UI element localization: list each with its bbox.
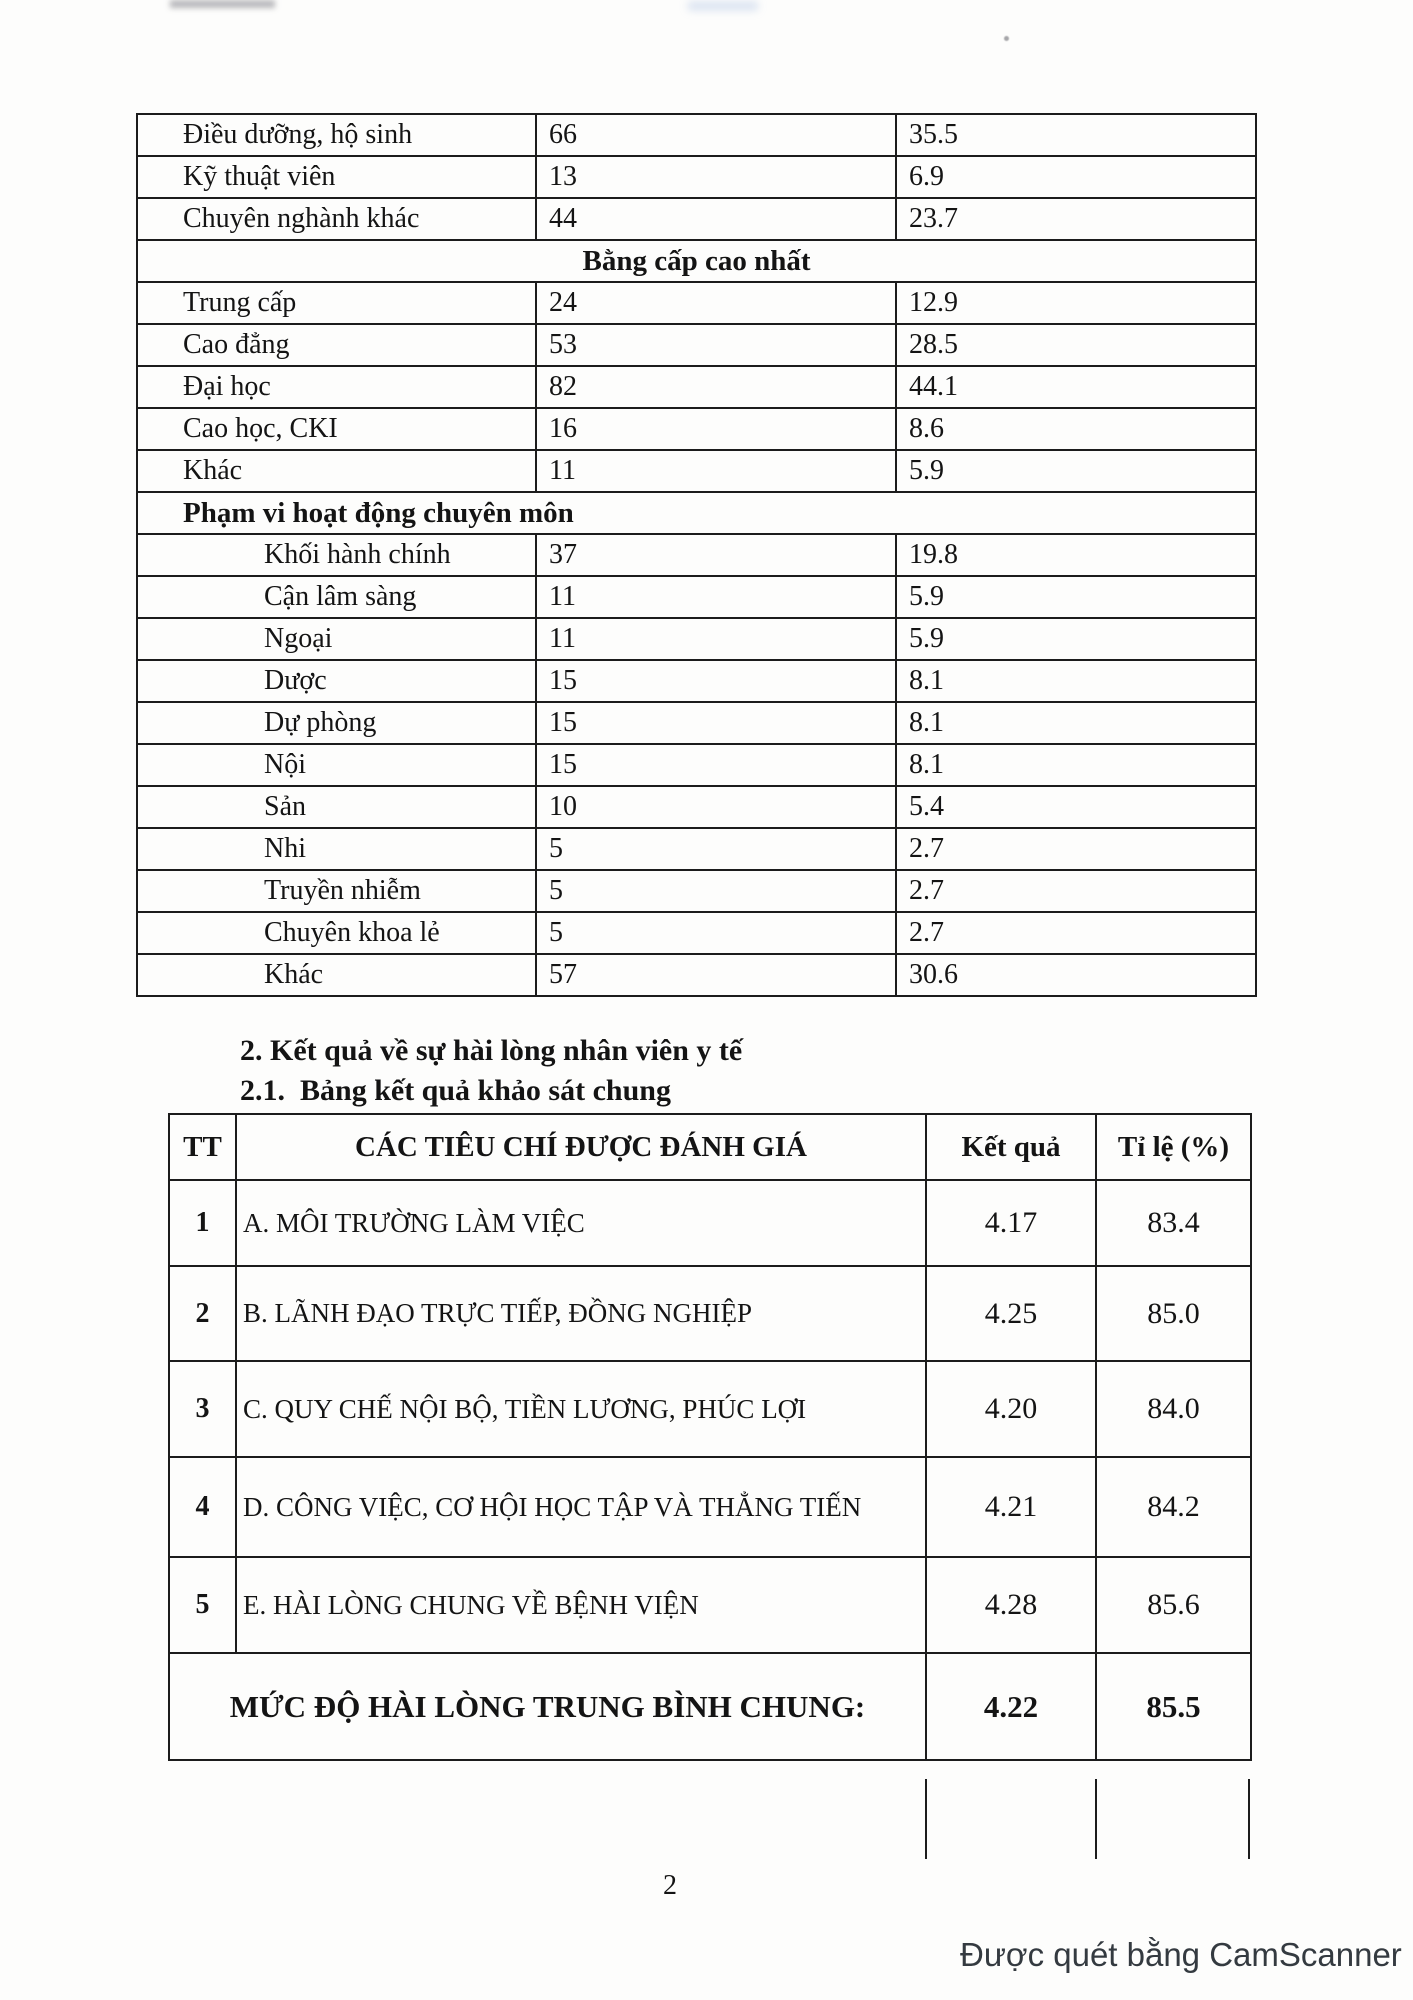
page-number: 2: [663, 1870, 677, 1901]
criteria-cell: B. LÃNH ĐẠO TRỰC TIẾP, ĐỒNG NGHIỆP: [236, 1266, 926, 1361]
count-cell: 11: [536, 618, 896, 660]
table-row: [169, 1361, 1251, 1457]
percent-cell: 19.8: [896, 534, 1256, 576]
row-number: 2: [169, 1266, 236, 1361]
category-cell: Đại học: [137, 366, 536, 408]
percent-cell: 2.7: [896, 870, 1256, 912]
percent-cell: 8.1: [896, 702, 1256, 744]
table-row: [137, 534, 1256, 576]
percent-cell: 35.5: [896, 114, 1256, 156]
category-cell: Nội: [137, 744, 536, 786]
category-cell: Ngoại: [137, 618, 536, 660]
category-cell: Kỹ thuật viên: [137, 156, 536, 198]
percent-cell: 5.9: [896, 450, 1256, 492]
subsection-heading: 2.1. Bảng kết quả khảo sát chung: [240, 1074, 671, 1107]
count-cell: 57: [536, 954, 896, 996]
count-cell: 15: [536, 744, 896, 786]
category-cell: Cao học, CKI: [137, 408, 536, 450]
percent-cell: 12.9: [896, 282, 1256, 324]
scan-line-artifact: [925, 1779, 927, 1859]
satisfaction-results-table: [168, 1113, 1252, 1761]
category-cell: Dược: [137, 660, 536, 702]
section-row: [137, 492, 1256, 534]
table-row: [137, 282, 1256, 324]
row-number: 5: [169, 1557, 236, 1653]
category-cell: Sản: [137, 786, 536, 828]
col-header-result: Kết quả: [926, 1114, 1096, 1180]
row-number: 4: [169, 1457, 236, 1557]
category-cell: Dự phòng: [137, 702, 536, 744]
count-cell: 44: [536, 198, 896, 240]
criteria-cell: C. QUY CHẾ NỘI BỘ, TIỀN LƯƠNG, PHÚC LỢI: [236, 1361, 926, 1457]
header-row: [169, 1114, 1251, 1180]
table-row: [169, 1266, 1251, 1361]
count-cell: 11: [536, 576, 896, 618]
count-cell: 5: [536, 870, 896, 912]
table-row: [137, 408, 1256, 450]
section-headings: [240, 1031, 742, 1111]
total-label: MỨC ĐỘ HÀI LÒNG TRUNG BÌNH CHUNG:: [169, 1653, 926, 1760]
result-cell: 4.21: [926, 1457, 1096, 1557]
count-cell: 15: [536, 660, 896, 702]
table-row: [137, 828, 1256, 870]
percent-cell: 85.0: [1096, 1266, 1251, 1361]
count-cell: 53: [536, 324, 896, 366]
camscanner-watermark: Được quét bằng CamScanner: [960, 1936, 1402, 1973]
table-row: [137, 156, 1256, 198]
category-cell: Khác: [137, 450, 536, 492]
scan-speck: [1004, 36, 1009, 41]
criteria-cell: D. CÔNG VIỆC, CƠ HỘI HỌC TẬP VÀ THẲNG TIẾN: [236, 1457, 926, 1557]
table-row: [137, 702, 1256, 744]
count-cell: 13: [536, 156, 896, 198]
table-row: [169, 1457, 1251, 1557]
percent-cell: 30.6: [896, 954, 1256, 996]
scan-smudge: [688, 1, 758, 11]
count-cell: 11: [536, 450, 896, 492]
total-percent: 85.5: [1096, 1653, 1251, 1760]
percent-cell: 85.6: [1096, 1557, 1251, 1653]
table-row: [137, 576, 1256, 618]
category-cell: Trung cấp: [137, 282, 536, 324]
percent-cell: 5.9: [896, 618, 1256, 660]
table-row: [137, 870, 1256, 912]
category-cell: Cao đẳng: [137, 324, 536, 366]
table-row: [137, 366, 1256, 408]
row-number: 1: [169, 1180, 236, 1266]
percent-cell: 2.7: [896, 912, 1256, 954]
table-row: [169, 1180, 1251, 1266]
table-row: [137, 744, 1256, 786]
criteria-cell: A. MÔI TRƯỜNG LÀM VIỆC: [236, 1180, 926, 1266]
count-cell: 24: [536, 282, 896, 324]
demographics-table: [136, 113, 1257, 997]
table-row: [137, 660, 1256, 702]
table-row: [137, 114, 1256, 156]
table-row: [169, 1557, 1251, 1653]
category-cell: Chuyên nghành khác: [137, 198, 536, 240]
section-header: Phạm vi hoạt động chuyên môn: [137, 492, 1256, 534]
result-cell: 4.17: [926, 1180, 1096, 1266]
percent-cell: 44.1: [896, 366, 1256, 408]
category-cell: Nhi: [137, 828, 536, 870]
scan-smudge: [170, 0, 275, 8]
percent-cell: 8.1: [896, 744, 1256, 786]
percent-cell: 23.7: [896, 198, 1256, 240]
scan-line-artifact: [1095, 1779, 1097, 1859]
table-row: [137, 450, 1256, 492]
table-row: [137, 786, 1256, 828]
result-cell: 4.20: [926, 1361, 1096, 1457]
category-cell: Cận lâm sàng: [137, 576, 536, 618]
table-row: [137, 618, 1256, 660]
category-cell: Khối hành chính: [137, 534, 536, 576]
criteria-cell: E. HÀI LÒNG CHUNG VỀ BỆNH VIỆN: [236, 1557, 926, 1653]
percent-cell: 2.7: [896, 828, 1256, 870]
percent-cell: 5.4: [896, 786, 1256, 828]
col-header-tt: TT: [169, 1114, 236, 1180]
count-cell: 82: [536, 366, 896, 408]
section-row: [137, 240, 1256, 282]
percent-cell: 5.9: [896, 576, 1256, 618]
count-cell: 66: [536, 114, 896, 156]
percent-cell: 8.6: [896, 408, 1256, 450]
total-row: [169, 1653, 1251, 1760]
table-row: [137, 912, 1256, 954]
result-cell: 4.25: [926, 1266, 1096, 1361]
table-row: [137, 324, 1256, 366]
count-cell: 5: [536, 828, 896, 870]
percent-cell: 83.4: [1096, 1180, 1251, 1266]
count-cell: 5: [536, 912, 896, 954]
col-header-criteria: CÁC TIÊU CHÍ ĐƯỢC ĐÁNH GIÁ: [236, 1114, 926, 1180]
result-cell: 4.28: [926, 1557, 1096, 1653]
category-cell: Khác: [137, 954, 536, 996]
percent-cell: 8.1: [896, 660, 1256, 702]
row-number: 3: [169, 1361, 236, 1457]
count-cell: 16: [536, 408, 896, 450]
table-row: [137, 954, 1256, 996]
percent-cell: 84.0: [1096, 1361, 1251, 1457]
category-cell: Điều dưỡng, hộ sinh: [137, 114, 536, 156]
count-cell: 15: [536, 702, 896, 744]
section-header: Bằng cấp cao nhất: [137, 240, 1256, 282]
percent-cell: 6.9: [896, 156, 1256, 198]
count-cell: 10: [536, 786, 896, 828]
scan-line-artifact: [1248, 1779, 1250, 1859]
category-cell: Truyền nhiễm: [137, 870, 536, 912]
total-result: 4.22: [926, 1653, 1096, 1760]
col-header-percent: Tỉ lệ (%): [1096, 1114, 1251, 1180]
category-cell: Chuyên khoa lẻ: [137, 912, 536, 954]
section-heading: 2. Kết quả về sự hài lòng nhân viên y tế: [240, 1034, 743, 1067]
table-row: [137, 198, 1256, 240]
count-cell: 37: [536, 534, 896, 576]
percent-cell: 28.5: [896, 324, 1256, 366]
percent-cell: 84.2: [1096, 1457, 1251, 1557]
